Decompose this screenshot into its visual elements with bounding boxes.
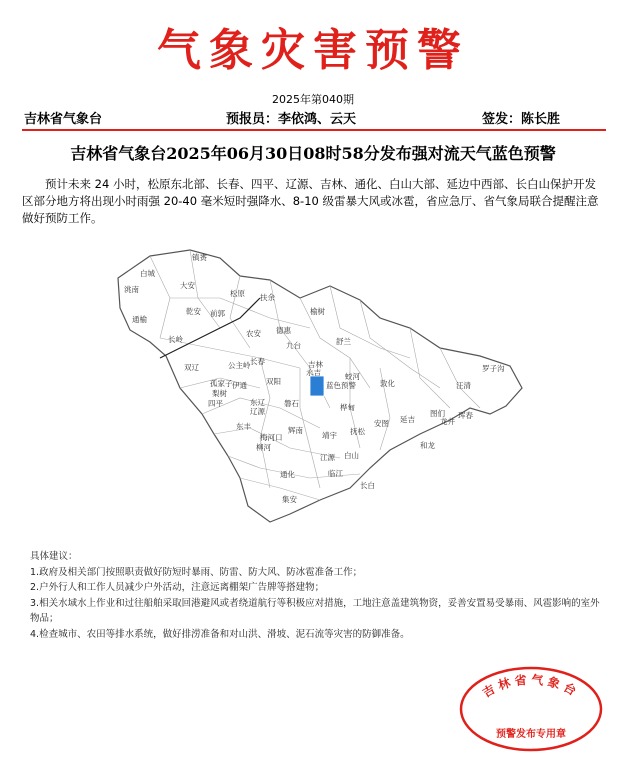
issue-number: 2025年第040期 <box>272 93 354 106</box>
warning-headline: 吉林省气象台2025年06月30日08时58分发布强对流天气蓝色预警 <box>70 144 556 163</box>
header-divider <box>22 129 606 131</box>
map-place-label: 和龙 <box>420 441 435 450</box>
warning-map <box>110 238 530 528</box>
seal-bottom-text: 预警发布专用章 <box>496 729 566 740</box>
map-place-label: 珲春 <box>458 411 473 420</box>
map-place-label: 江源 <box>320 453 335 462</box>
map-place-label: 图们 <box>430 409 445 418</box>
map-place-label: 永吉 <box>306 368 321 377</box>
advice-section <box>30 549 600 642</box>
advice-item: 3.相关水域水上作业和过往船舶采取回港避风或者绕道航行等积极应对措施，工地注意盖建筑物资，妥善安置易受暴雨、风雹影响的室外物品； <box>30 597 600 624</box>
map-place-label: 通榆 <box>132 315 147 324</box>
map-place-label: 靖宇 <box>322 431 337 440</box>
signer: 签发：陈长胜 <box>482 112 561 127</box>
map-place-label: 长岭 <box>168 335 183 344</box>
map-place-label: 舒兰 <box>336 337 351 346</box>
map-place-label: 东辽 <box>250 398 265 407</box>
warning-badge: 蓝色预警 <box>326 381 356 390</box>
map-place-label: 罗子沟 <box>482 364 505 373</box>
map-place-label: 梅河口 <box>260 433 283 442</box>
map-place-label: 柳河 <box>256 443 271 452</box>
map-place-label: 扶余 <box>260 293 275 302</box>
map-place-label: 辉南 <box>288 426 303 435</box>
map-place-label: 临江 <box>328 469 343 478</box>
map-place-label: 蛟河 <box>345 372 360 381</box>
map-place-label: 辽源 <box>250 407 265 416</box>
map-place-label: 白城 <box>140 269 155 278</box>
map-place-label: 前郭 <box>210 309 225 318</box>
map-place-label: 伊通 <box>232 381 247 390</box>
map-place-label: 安图 <box>374 419 389 428</box>
map-place-label: 榆树 <box>310 307 325 316</box>
map-place-label: 四平 <box>208 399 223 408</box>
map-place-label: 长春 <box>250 357 265 366</box>
map-place-label: 双阳 <box>266 377 281 386</box>
map-place-label: 白山 <box>344 451 359 460</box>
forecasters: 预报员：李依鸿、云天 <box>226 112 357 127</box>
warning-body: 预计未来 24 小时，松原东北部、长春、四平、辽源、吉林、通化、白山大部、延边中西部、长白山保护开发区部分地方将出现小时雨强 20-40 毫米短时强降水、8-10 级雷暴大风或冰雹，省应急厅、省气象局联合提醒注意做好预防工作。 <box>22 177 599 225</box>
map-place-label: 集安 <box>282 495 297 504</box>
map-place-label: 孤家子 <box>210 379 233 388</box>
map-place-label: 桦甸 <box>340 403 355 412</box>
map-place-label: 九台 <box>286 341 301 350</box>
warning-icon <box>310 376 324 396</box>
map-place-label: 梨树 <box>212 389 227 398</box>
map-place-label: 延吉 <box>400 415 415 424</box>
map-place-label: 东丰 <box>236 422 251 431</box>
map-place-label: 洮南 <box>124 285 139 294</box>
agency-name: 吉林省气象台 <box>24 112 103 127</box>
map-place-label: 公主岭 <box>228 361 251 370</box>
map-place-label: 镇赉 <box>192 253 207 262</box>
map-place-label: 汪清 <box>456 381 471 390</box>
map-place-label: 通化 <box>280 470 295 479</box>
advice-item: 4.检查城市、农田等排水系统，做好排涝准备和对山洪、滑坡、泥石流等灾害的防御准备。 <box>30 628 410 640</box>
map-place-label: 德惠 <box>276 326 291 335</box>
map-place-label: 大安 <box>180 281 195 290</box>
map-place-label: 龙井 <box>440 417 455 426</box>
official-seal <box>458 665 604 753</box>
map-place-label: 长白 <box>360 481 375 490</box>
svg-text:吉林省气象台 <box>480 672 583 701</box>
map-place-label: 抚松 <box>350 427 365 436</box>
document-title: 气象灾害预警 <box>157 25 469 76</box>
advice-item: 2.户外行人和工作人员减少户外活动，注意远离棚架广告牌等搭建物； <box>30 582 325 593</box>
map-place-label: 敦化 <box>380 379 395 388</box>
map-place-label: 农安 <box>246 329 261 338</box>
map-place-label: 松原 <box>230 289 245 298</box>
map-place-label: 吉林 <box>308 360 323 369</box>
map-place-label: 乾安 <box>186 307 201 316</box>
map-place-label: 双辽 <box>184 363 199 372</box>
advice-heading: 具体建议： <box>30 551 78 562</box>
seal-top-text: 吉林省气象台 <box>480 672 582 701</box>
advice-item: 1.政府及相关部门按照职责做好防短时暴雨、防雷、防大风、防冰雹准备工作； <box>30 566 363 578</box>
map-place-label: 磐石 <box>284 399 299 408</box>
